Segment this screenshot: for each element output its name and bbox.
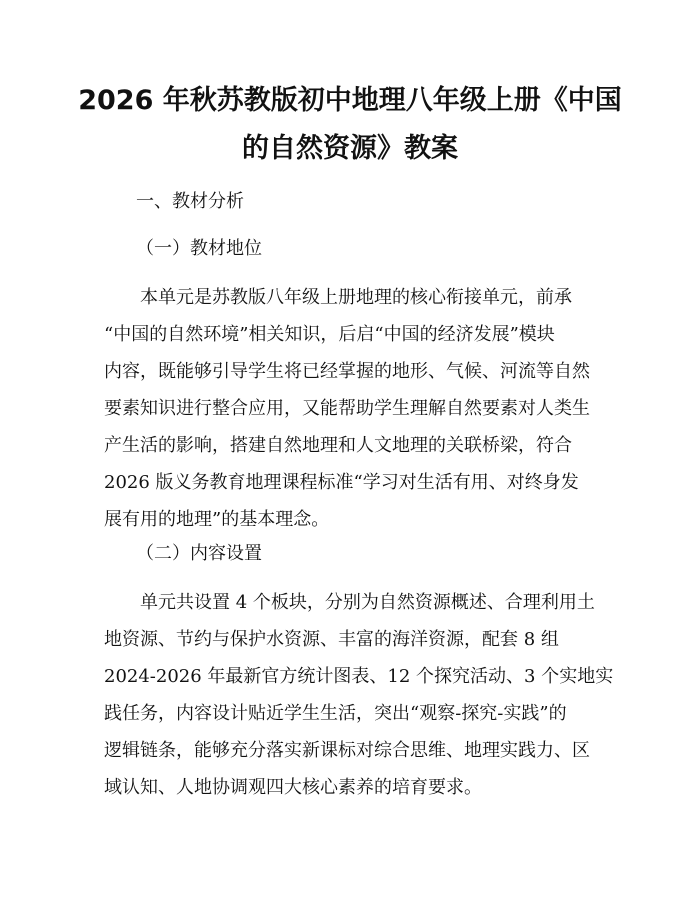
paragraph-line: 2024-2026 年最新官方统计图表、12 个探究活动、3 个实地实 xyxy=(104,666,614,687)
paragraph-line: 产生活的影响，搭建自然地理和人文地理的关联桥梁，符合 xyxy=(104,435,572,456)
paragraph-line: 内容，既能够引导学生将已经掌握的地形、气候、河流等自然 xyxy=(104,361,590,382)
paragraph-line: 地资源、节约与保护水资源、丰富的海洋资源，配套 8 组 xyxy=(104,629,559,650)
document-title-line-2: 的自然资源》教案 xyxy=(242,133,458,164)
paragraph-line: 要素知识进行整合应用，又能帮助学生理解自然要素对人类生 xyxy=(104,398,590,419)
paragraph-line: 2026 版义务教育地理课程标准“学习对生活有用、对终身发 xyxy=(104,472,579,493)
subsection-heading-content-setup: （二）内容设置 xyxy=(136,543,262,564)
paragraph-line: 单元共设置 4 个板块，分别为自然资源概述、合理利用土 xyxy=(104,592,595,613)
paragraph-line: 逻辑链条，能够充分落实新课标对综合思维、地理实践力、区 xyxy=(104,740,590,761)
document-title-line-1: 2026 年秋苏教版初中地理八年级上册《中国 xyxy=(78,85,622,116)
subsection-heading-material-position: （一）教材地位 xyxy=(136,238,262,259)
paragraph-line: 本单元是苏教版八年级上册地理的核心衔接单元，前承 xyxy=(104,287,572,308)
paragraph-line: “中国的自然环境”相关知识，后启“中国的经济发展”模块 xyxy=(104,324,555,345)
paragraph-content-setup xyxy=(104,592,614,814)
paragraph-line: 域认知、人地协调观四大核心素养的培育要求。 xyxy=(104,777,482,798)
paragraph-line: 践任务，内容设计贴近学生生活，突出“观察-探究-实践”的 xyxy=(104,703,567,724)
paragraph-line: 展有用的地理”的基本理念。 xyxy=(104,509,330,530)
section-heading-teaching-material-analysis: 一、教材分析 xyxy=(136,191,244,212)
paragraph-material-position xyxy=(104,287,604,546)
